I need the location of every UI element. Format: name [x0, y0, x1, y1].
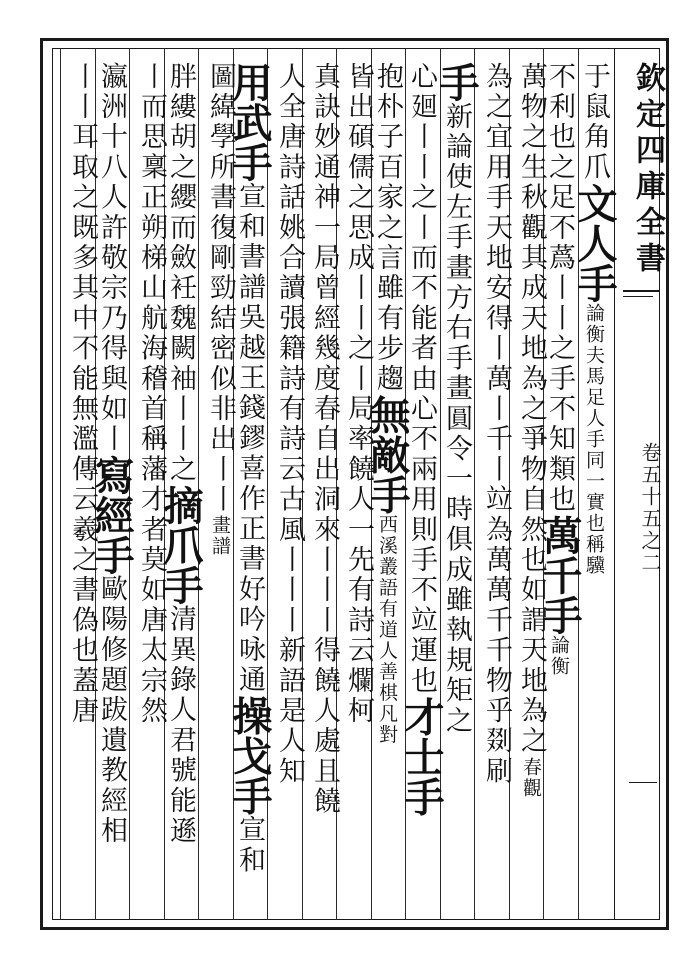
column-text: 胖縷胡之纓而斂衽魏闕袖丨丨之 — [165, 62, 196, 485]
column-text: 歐陽修題跋遺教經相 — [96, 574, 127, 847]
text-column — [226, 62, 273, 876]
book-title: 欽定四庫全書 — [630, 62, 665, 278]
text-column — [88, 62, 135, 847]
text-column — [268, 62, 303, 787]
column-text: 圖緯學所書復剛勁結密似非出丨丨 — [205, 62, 236, 515]
column-text: 論衡夫馬足人手同一實也稱驥 — [583, 302, 605, 576]
entry-heading: 手 — [433, 62, 480, 102]
column-text: 為之宜用手天地安得丨萬丨千丨竝為萬萬千千物乎 — [481, 62, 512, 727]
column-text: 抱朴子百家之言雖有步趨 — [372, 62, 403, 395]
column-text: 丨而思稟正朔梯山航海稽首稱藩 — [136, 62, 167, 485]
entry-heading: 文人手 — [571, 182, 618, 303]
text-column — [571, 62, 618, 576]
entry-heading: 操戈手 — [226, 695, 273, 816]
column-text: 皆出碩儒之思成丨丨之丨 — [343, 62, 374, 395]
text-column — [433, 62, 480, 737]
entry-heading: 寫經手 — [88, 454, 135, 575]
entry-heading: 無敵手 — [364, 394, 411, 515]
text-column — [303, 62, 338, 817]
entry-heading: 才士手 — [398, 696, 445, 817]
column-text: 人全唐詩話姚合讀張籍詩有詩云古風丨丨丨新語是人知 — [274, 62, 305, 787]
text-column — [130, 62, 165, 726]
banxin-rule — [614, 48, 615, 920]
column-text: 之足不蔿丨丨之手不知類也 — [544, 152, 575, 516]
text-column — [157, 62, 204, 847]
text-column — [398, 62, 445, 817]
column-text: 廻丨丨之丨而不能者由心不兩用則手不竝運也 — [406, 92, 437, 697]
column-text: 宣和 — [234, 815, 265, 876]
column-text: 才者莫如唐太宗然 — [136, 484, 167, 727]
column-text: 春觀 — [520, 756, 542, 799]
column-text: 丨丨耳取之既多其中不能無濫 — [67, 62, 98, 455]
column-text: 傳云羲之書偽也蓋唐 — [67, 454, 98, 727]
column-text: 局率饒人一先有詩云爛柯 — [343, 394, 374, 727]
column-text: 清異錄人君號能遜 — [165, 604, 196, 847]
text-column — [61, 62, 96, 726]
text-column — [337, 62, 372, 726]
column-text: 心 — [406, 62, 437, 93]
text-column — [510, 62, 545, 799]
entry-heading: 摘爪手 — [157, 484, 204, 605]
text-column — [364, 62, 411, 746]
text-column — [475, 62, 510, 787]
column-text: 論衡 — [548, 635, 570, 678]
column-text: 畫譜 — [209, 515, 231, 557]
column-text: 剟刷 — [481, 726, 512, 787]
entry-heading: 用武手 — [226, 62, 273, 182]
column-text: 萬物之生秋觀其成天地為之爭物自然也如謂天地為之 — [516, 62, 547, 757]
column-text: 于鼠角爪 — [579, 62, 610, 183]
column-text: 不利也 — [544, 62, 575, 153]
column-text: 真訣妙通神一局曾經幾度春自出洞來丨丨丨得饒人處且饒 — [309, 62, 340, 817]
column-text: 宣和書譜吳越王錢鏐喜作正書好吟咏通 — [234, 182, 265, 696]
juan-label: 卷五十五之二 — [638, 442, 662, 574]
fishtail-mark — [623, 290, 659, 292]
text-column — [199, 62, 234, 557]
entry-heading: 萬千手 — [536, 515, 583, 636]
column-text: 新論使左手畫方右手畫圓令一時俱成雖執規矩之 — [441, 102, 472, 737]
column-text: 瀛洲十八人許敬宗乃得與如丨 — [96, 62, 127, 455]
text-column — [536, 62, 583, 678]
fishtail-mark-lower — [623, 296, 653, 297]
column-text: 西溪叢語有道人善棋凡對 — [376, 514, 398, 746]
banxin-bottom-mark — [629, 782, 657, 783]
